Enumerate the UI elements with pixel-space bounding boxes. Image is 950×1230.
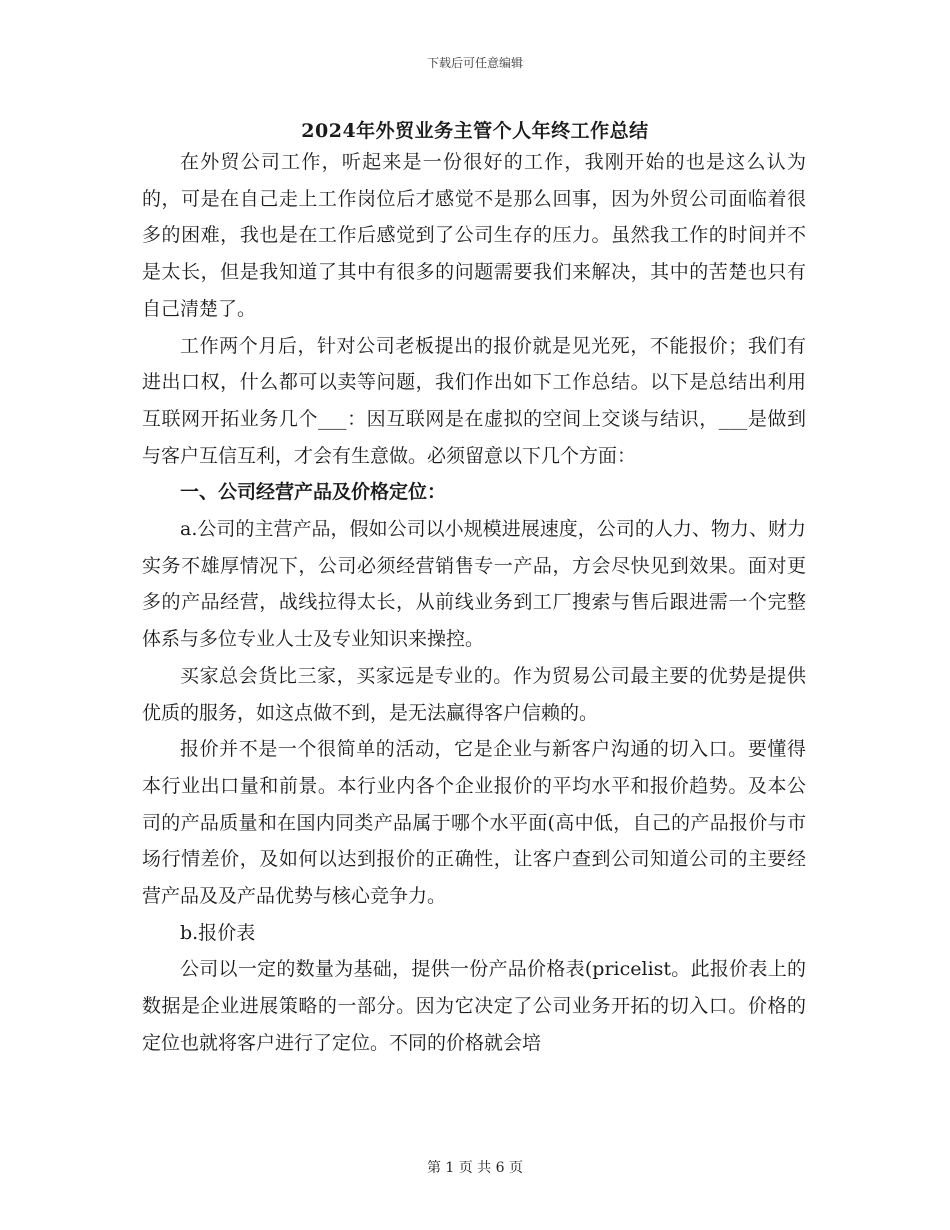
paragraph-main-product: a.公司的主营产品，假如公司以小规模进展速度，公司的人力、物力、财力实务不雄厚情况下，公司必须经营销售专一产品，方会尽快见到效果。面对更多的产品经营，战线拉得太长，从前线业务到工厂搜索与售后跟进需一个完整体系与多位专业人士及专业知识来操控。 bbox=[142, 518, 806, 651]
paragraph-quotation: 报价并不是一个很简单的活动，它是企业与新客户沟通的切入口。要懂得本行业出口量和前景。本行业内各个企业报价的平均水平和报价趋势。及本公司的产品质量和在国内同类产品属于哪个水平面(高中低，自己的产品报价与市场行情差价，及如何以达到报价的正确性，让客户查到公司知道公司的主要经营产品及及产品优势与核心竞争力。 bbox=[142, 738, 806, 908]
document-body bbox=[142, 144, 806, 1062]
paragraph-summary: 工作两个月后，针对公司老板提出的报价就是见光死，不能报价；我们有进出口权，什么都可以卖等问题，我们作出如下工作总结。以下是总结出利用互联网开拓业务几个___：因互联网是在虚拟的空间上交谈与结识，___是做到与客户互信互利，才会有生意做。必须留意以下几个方面： bbox=[142, 334, 806, 467]
document-title: 2024年外贸业务主管个人年终工作总结 bbox=[301, 120, 649, 142]
header-note: 下载后可任意编辑 bbox=[426, 56, 523, 70]
paragraph-intro: 在外贸公司工作，听起来是一份很好的工作，我刚开始的也是这么认为的，可是在自己走上工作岗位后才感觉不是那么回事，因为外贸公司面临着很多的困难，我也是在工作后感觉到了公司生存的压力。虽然我工作的时间并不是太长，但是我知道了其中有很多的问题需要我们来解决，其中的苦楚也只有自己清楚了。 bbox=[142, 151, 806, 320]
page-number: 第 1 页 共 6 页 bbox=[426, 1160, 524, 1176]
section-heading-1: 一、公司经营产品及价格定位： bbox=[180, 481, 447, 504]
paragraph-price-list: 公司以一定的数量为基础，提供一份产品价格表(pricelist。此报价表上的数据是企业进展策略的一部分。因为它决定了公司业务开拓的切入口。价格的定位也就将客户进行了定位。不同的价格就会培 bbox=[142, 958, 806, 1054]
subheading-price-list: b.报价表 bbox=[180, 921, 256, 944]
paragraph-buyers: 买家总会货比三家，买家远是专业的。作为贸易公司最主要的优势是提供优质的服务，如这点做不到，是无法赢得客户信赖的。 bbox=[142, 664, 806, 724]
